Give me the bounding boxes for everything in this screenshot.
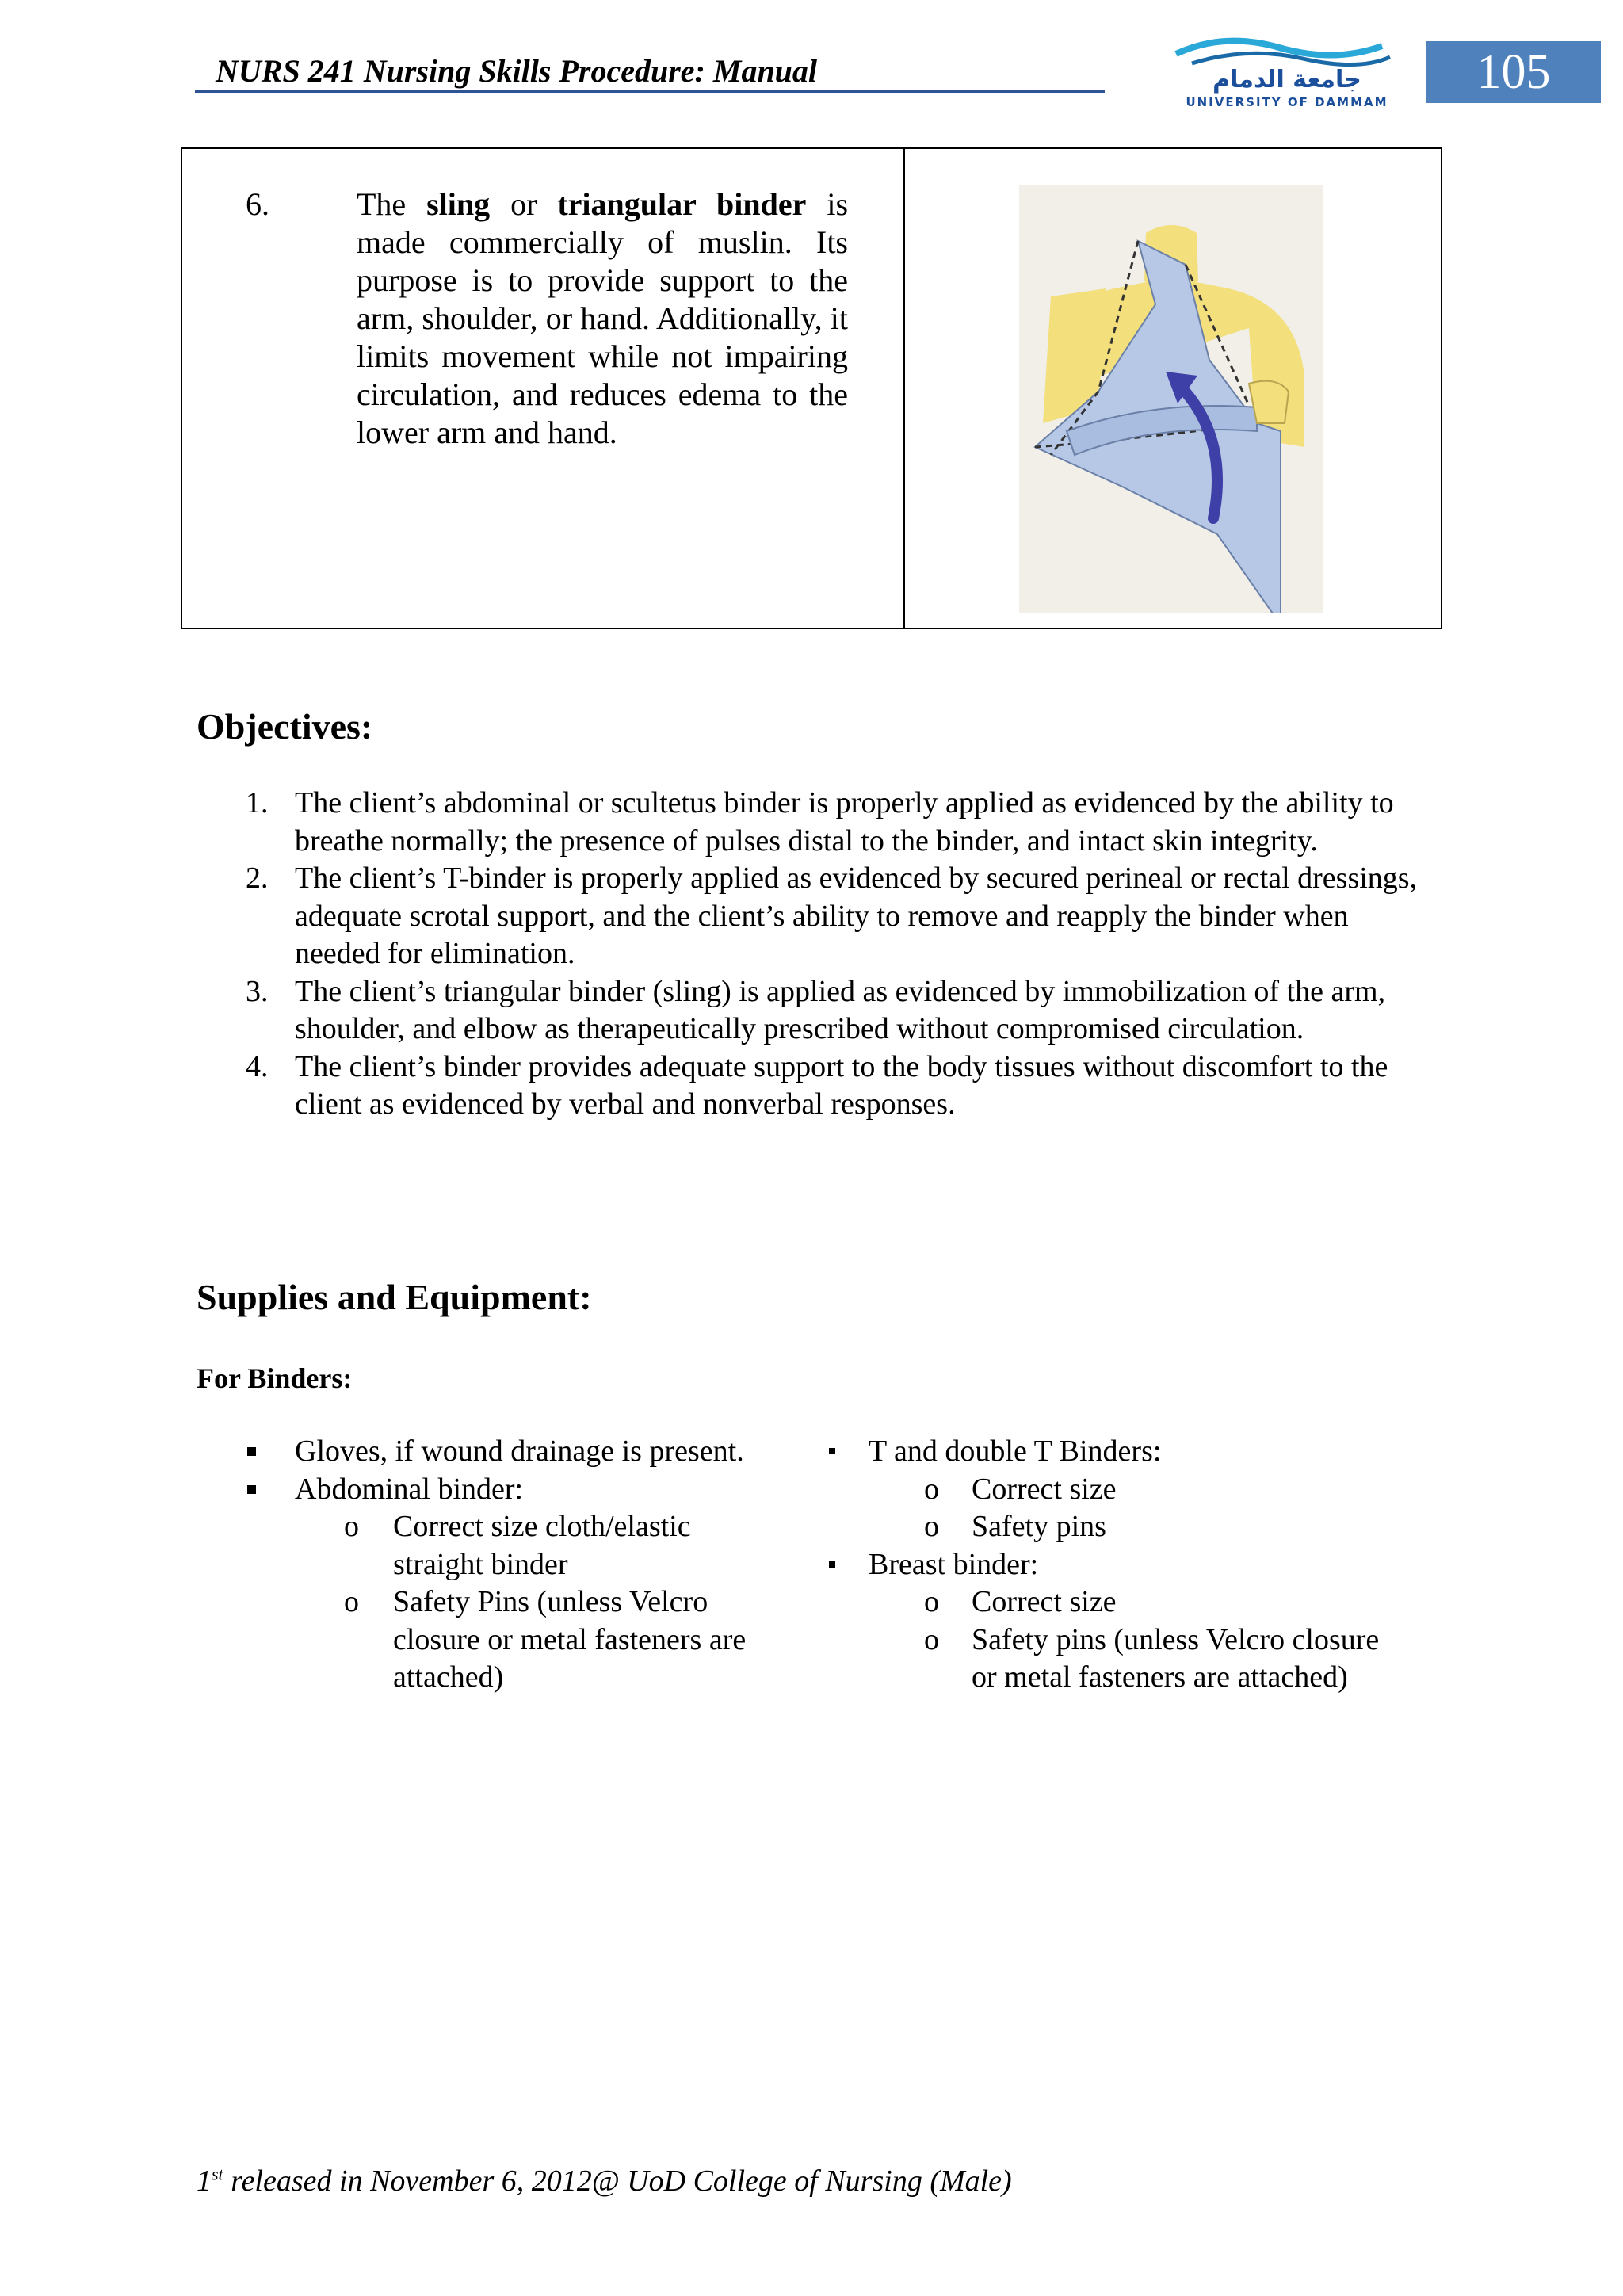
objective-item <box>235 1049 1439 1124</box>
square-bullet-icon <box>247 1485 256 1494</box>
circle-bullet-icon: o <box>924 1622 939 1656</box>
for-binders-heading: For Binders: <box>197 1362 353 1394</box>
page-number-box <box>1426 41 1601 103</box>
objective-number: 3. <box>246 974 269 1008</box>
step-number: 6. <box>246 186 269 222</box>
step6-or: or <box>490 186 558 222</box>
step6-intro: The <box>357 186 427 222</box>
circle-bullet-icon: o <box>344 1510 359 1543</box>
objectives-list <box>235 785 1439 1124</box>
sub-item-b-pins-cont: or metal fasteners are attached) <box>972 1660 1348 1694</box>
page-number: 105 <box>1476 45 1551 99</box>
circle-bullet-icon: o <box>924 1510 939 1543</box>
sub-item-abd-size: o Correct size cloth/elastic <box>235 1508 805 1546</box>
supply-item-breast: Breast binder: <box>824 1546 1442 1584</box>
supplies-left-column <box>235 1433 805 1697</box>
sub-item-b-pins: o Safety pins (unless Velcro closure <box>824 1622 1442 1660</box>
sub-item-b-size: o Correct size <box>824 1584 1442 1622</box>
objective-text: The client’s binder provides adequate support to the body tissues without discomfort to the client as evidenced by verbal and nonverbal responses. <box>295 1049 1388 1121</box>
square-bullet-icon <box>829 1448 835 1454</box>
table-divider <box>903 149 905 628</box>
circle-bullet-icon: o <box>924 1472 939 1506</box>
square-bullet-icon <box>247 1447 256 1456</box>
supply-item-gloves: Gloves, if wound drainage is present. <box>235 1433 805 1471</box>
supply-item-t-binders: T and double T Binders: <box>824 1433 1442 1471</box>
square-bullet-icon <box>829 1561 835 1568</box>
objective-item <box>235 973 1439 1049</box>
step-6-text <box>246 185 848 452</box>
objective-item <box>235 860 1439 973</box>
step6-rest: is made commercially of muslin. Its purpose is to provide support to the arm, shoulder, or hand. Additionally, it limits movement while not impairing circulation, and reduces edema to the lower arm and hand. <box>357 186 849 450</box>
supplies-right-column <box>824 1433 1442 1697</box>
page-footer: 1st released in November 6, 2012@ UoD College of Nursing (Male) <box>197 2164 1012 2198</box>
sling-illustration <box>1019 185 1323 613</box>
objective-number: 4. <box>246 1049 269 1083</box>
objective-item <box>235 785 1439 860</box>
sub-item-abd-size-cont: straight binder <box>393 1547 568 1581</box>
supply-item-abdominal: Abdominal binder: <box>235 1471 805 1509</box>
step6-triangular-binder: triangular binder <box>557 186 807 222</box>
university-logo <box>1128 32 1398 111</box>
page-header-title: NURS 241 Nursing Skills Procedure: Manual <box>216 53 818 89</box>
supplies-heading: Supplies and Equipment: <box>197 1277 592 1317</box>
sub-item-abd-pins-cont: attached) <box>393 1660 504 1694</box>
step6-sling: sling <box>426 186 491 222</box>
sub-item-t-pins: o Safety pins <box>824 1508 1442 1546</box>
objectives-heading: Objectives: <box>197 706 373 747</box>
logo-arabic-text: جامعة الدمام <box>1212 66 1361 94</box>
logo-english-text: UNIVERSITY OF DAMMAM <box>1186 95 1388 109</box>
sub-item-abd-pins-cont: closure or metal fasteners are <box>393 1622 747 1656</box>
objective-text: The client’s T-binder is properly applied as evidenced by secured perineal or rectal dressings, adequate scrotal support, and the client’s ability to remove and reapply the binder when needed for elimination. <box>295 861 1418 970</box>
objective-text: The client’s abdominal or scultetus binder is properly applied as evidenced by the ability to breathe normally; the presence of pulses distal to the binder, and intact skin integrity. <box>295 786 1394 858</box>
header-rule <box>195 90 1105 93</box>
circle-bullet-icon: o <box>924 1585 939 1618</box>
step-table <box>181 147 1442 629</box>
sub-item-t-size: o Correct size <box>824 1471 1442 1509</box>
objective-text: The client’s triangular binder (sling) is applied as evidenced by immobilization of the arm, shoulder, and elbow as therapeutically prescribed without compromised circulation. <box>295 974 1386 1045</box>
sub-item-abd-pins: o Safety Pins (unless Velcro <box>235 1584 805 1622</box>
objective-number: 1. <box>246 786 269 819</box>
circle-bullet-icon: o <box>344 1585 359 1618</box>
objective-number: 2. <box>246 861 269 895</box>
